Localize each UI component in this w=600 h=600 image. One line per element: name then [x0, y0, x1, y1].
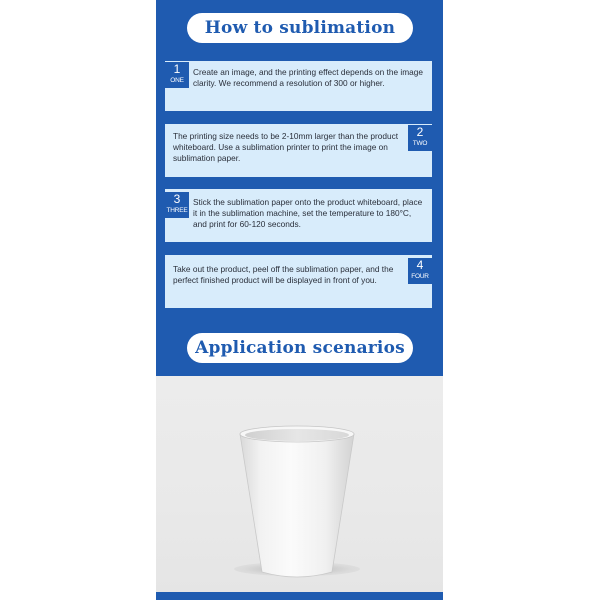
step-word: THREE [166, 207, 188, 214]
step-card-2 [165, 124, 432, 177]
step-number: 1 [173, 62, 181, 76]
how-to-sublimation-title: How to sublimation [187, 13, 413, 43]
step-badge-3 [165, 192, 189, 218]
step-text: Take out the product, peel off the sublimation paper, and the perfect finished product will be displayed in front of you. [173, 264, 394, 285]
step-card-3 [165, 189, 432, 242]
step-number: 4 [416, 258, 424, 272]
step-badge-4 [408, 258, 432, 284]
step-card-4 [165, 255, 432, 308]
white-shot-glass-illustration [156, 376, 443, 592]
step-badge-1 [165, 62, 189, 88]
step-text: Create an image, and the printing effect depends on the image clarity. We recommend a resolution of 300 or higher. [193, 67, 424, 88]
step-number: 2 [416, 125, 424, 139]
step-word: TWO [412, 140, 428, 147]
application-scenarios-title: Application scenarios [187, 333, 413, 363]
step-word: ONE [170, 77, 184, 84]
step-text: The printing size needs to be 2-10mm larger than the product whiteboard. Use a sublimation printer to print the image on sublimation paper. [173, 131, 399, 163]
step-badge-2 [408, 125, 432, 151]
product-photo [156, 376, 443, 592]
sublimation-guide-panel [156, 0, 443, 600]
step-word: FOUR [411, 273, 429, 280]
step-text: Stick the sublimation paper onto the product whiteboard, place it in the sublimation machine, set the temperature to 180°C, and print for 60-120 seconds. [193, 197, 423, 229]
step-number: 3 [173, 192, 181, 206]
step-card-1 [165, 61, 432, 111]
